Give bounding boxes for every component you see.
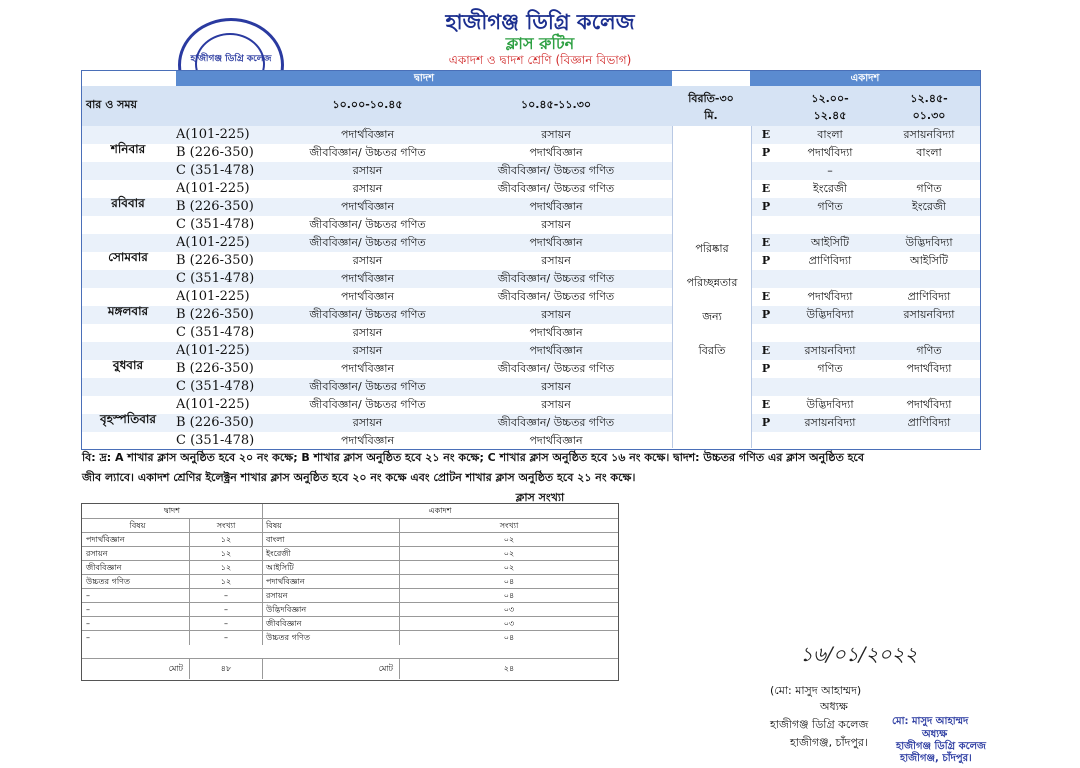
slot-2-subject: জীববিজ্ঞান/ উচ্চতর গণিত	[497, 164, 615, 177]
count-total-row	[82, 658, 618, 679]
count-value-hsc1: ০২	[503, 563, 515, 572]
time-slot-4a: ১২.৪৫-	[910, 92, 948, 105]
count-total-label-1: মোট	[82, 659, 190, 679]
slot-4-subject: রসায়নবিদ্যা	[903, 308, 955, 321]
routine-title: ক্লাস রুটিন	[505, 34, 575, 53]
slot-3-subject: –	[827, 164, 833, 177]
routine-table	[81, 70, 981, 450]
seal-text: হাজীগঞ্জ ডিগ্রি কলেজ	[190, 54, 272, 64]
slot-4-subject: ইংরেজী	[912, 200, 946, 213]
count-value-hsc1: ০৪	[503, 591, 515, 600]
routine-row	[82, 144, 980, 162]
section-range: B (226-350)	[176, 307, 254, 322]
day-sunday: রবিবার	[111, 196, 145, 210]
slot-3-subject: গণিত	[817, 200, 843, 213]
routine-row	[82, 414, 980, 432]
slot-3-subject	[782, 216, 878, 234]
count-subject-hsc2: –	[82, 631, 190, 645]
count-row	[82, 630, 618, 645]
branch-code: E	[761, 128, 771, 141]
slot-2-subject: জীববিজ্ঞান/ উচ্চতর গণিত	[497, 362, 615, 375]
handwritten-signature: ১৬/০১/২০২২	[800, 642, 918, 666]
count-value-hsc1: ০৪	[503, 577, 515, 586]
principal-name: (মো: মাসুদ আহাম্মদ)	[770, 684, 862, 697]
slot-3-subject: প্রাণিবিদ্যা	[808, 254, 852, 267]
slot-2-subject: পদার্থবিজ্ঞান	[529, 146, 583, 159]
stamp-place: হাজীগঞ্জ, চাঁদপুর।	[900, 753, 972, 764]
count-group-row	[82, 504, 618, 518]
branch-code	[750, 432, 782, 450]
branch-code: P	[761, 308, 771, 321]
count-value-hsc1: ০৩	[503, 619, 515, 628]
routine-row	[82, 198, 980, 216]
count-total-label-2: মোট	[262, 659, 400, 679]
slot-2-subject: পদার্থবিজ্ঞান	[529, 344, 583, 357]
slot-4-subject: প্রাণিবিদ্যা	[907, 290, 951, 303]
count-subject-hsc1: উদ্ভিদবিজ্ঞান	[262, 603, 400, 617]
routine-row	[82, 126, 980, 144]
slot-4-subject	[878, 162, 980, 180]
time-slot-3a: ১২.০০-	[811, 92, 849, 105]
count-subject-hsc2: রসায়ন	[82, 547, 190, 561]
count-h-count-2: সংখ্যা	[499, 521, 519, 530]
slot-1-subject: জীববিজ্ঞান/ উচ্চতর গণিত	[309, 380, 426, 393]
note-line-1: বি: দ্র: A শাখার ক্লাস অনুষ্ঠিত হবে ২০ নং কক্ষে; B শাখার ক্লাস অনুষ্ঠিত হবে ২১ নং কক্ষে; C শাখার ক্লাস অনুষ্ঠিত হবে ১৬ নং কক্ষে। দ্বাদশ: উচ্চতর গণিত এর ক্লাস অনুষ্ঠিত হবে	[82, 451, 864, 464]
routine-row	[82, 252, 980, 270]
slot-4-subject	[878, 216, 980, 234]
slot-3-subject: রসায়নবিদ্যা	[804, 344, 856, 357]
slot-4-subject: পদার্থবিদ্যা	[906, 398, 952, 411]
count-row	[82, 588, 618, 603]
count-value-hsc2: ১২	[190, 533, 263, 547]
routine-row	[82, 306, 980, 324]
section-range: A(101-225)	[176, 343, 250, 358]
count-total-hsc2: ৪৮	[190, 659, 263, 679]
slot-4-subject: পদার্থবিদ্যা	[906, 362, 952, 375]
slot-1-subject: রসায়ন	[352, 416, 383, 429]
slot-2-subject: পদার্থবিজ্ঞান	[529, 200, 583, 213]
count-value-hsc1: ০২	[503, 535, 515, 544]
slot-4-subject: বাংলা	[916, 146, 942, 159]
count-h-count-1: সংখ্যা	[190, 519, 263, 533]
branch-code	[750, 270, 782, 288]
break-header-2: মি.	[704, 109, 718, 122]
slot-3-subject: রসায়নবিদ্যা	[804, 416, 856, 429]
slot-2-subject: জীববিজ্ঞান/ উচ্চতর গণিত	[497, 272, 615, 285]
slot-2-subject: রসায়ন	[541, 380, 571, 393]
slot-1-subject: রসায়ন	[352, 254, 383, 267]
branch-code: P	[761, 362, 771, 375]
count-group-hsc1: একাদশ	[428, 506, 452, 515]
branch-code: E	[761, 290, 771, 303]
slot-3-subject: উদ্ভিদবিদ্যা	[806, 398, 854, 411]
branch-code	[750, 216, 782, 234]
count-subject-hsc2: পদার্থবিজ্ঞান	[82, 533, 190, 547]
count-header-row	[82, 518, 618, 533]
count-subject-hsc1: রসায়ন	[262, 589, 400, 603]
branch-code: P	[761, 200, 771, 213]
slot-2-subject: রসায়ন	[541, 128, 571, 141]
count-value-hsc2: –	[190, 603, 263, 617]
routine-row	[82, 432, 980, 450]
section-range: C (351-478)	[176, 163, 255, 178]
slot-3-subject	[782, 432, 878, 450]
slot-3-subject: পদার্থবিদ্যা	[807, 290, 853, 303]
slot-4-subject: আইসিটি	[909, 254, 949, 267]
slot-1-subject: রসায়ন	[352, 182, 383, 195]
slot-4-subject	[878, 270, 980, 288]
slot-3-subject	[782, 270, 878, 288]
branch-code	[750, 324, 782, 342]
stamp-title: অধ্যক্ষ	[922, 729, 948, 740]
slot-2-subject: জীববিজ্ঞান/ উচ্চতর গণিত	[497, 416, 615, 429]
routine-row	[82, 360, 980, 378]
section-range: A(101-225)	[176, 181, 250, 196]
count-h-subject-2: বিষয়	[262, 519, 400, 533]
break-column	[672, 126, 752, 448]
slot-4-subject	[878, 432, 980, 450]
college-title: হাজীগঞ্জ ডিগ্রি কলেজ	[445, 10, 635, 34]
slot-1-subject: পদার্থবিজ্ঞান	[340, 434, 395, 447]
slot-4-subject: গণিত	[916, 182, 942, 195]
time-header-row	[82, 86, 980, 126]
stamp-college: হাজীগঞ্জ ডিগ্রি কলেজ	[896, 741, 987, 752]
section-range: A(101-225)	[176, 235, 250, 250]
time-slot-2: ১০.৪৫-১১.৩০	[520, 98, 592, 111]
break-line-1: পরিষ্কার	[695, 242, 729, 255]
slot-4-subject: গণিত	[916, 344, 942, 357]
routine-row	[82, 324, 980, 342]
count-subject-hsc1: আইসিটি	[262, 561, 400, 575]
time-slot-4b: ০১.৩০	[912, 109, 946, 122]
principal-place: হাজীগঞ্জ, চাঁদপুর।	[790, 736, 868, 749]
routine-row	[82, 342, 980, 360]
section-range: C (351-478)	[176, 325, 255, 340]
count-value-hsc1: ০২	[503, 549, 515, 558]
slot-2-subject: জীববিজ্ঞান/ উচ্চতর গণিত	[497, 182, 615, 195]
count-value-hsc2: ১২	[190, 575, 263, 589]
count-value-hsc1: ০৩	[503, 605, 515, 614]
count-subject-hsc2: জীববিজ্ঞান	[82, 561, 190, 575]
section-range: A(101-225)	[176, 397, 250, 412]
routine-row	[82, 396, 980, 414]
routine-row	[82, 180, 980, 198]
day-tuesday: মঙ্গলবার	[107, 304, 149, 318]
slot-2-subject: রসায়ন	[541, 398, 571, 411]
slot-2-subject: পদার্থবিজ্ঞান	[529, 434, 583, 447]
count-subject-hsc2: –	[82, 589, 190, 603]
section-range: B (226-350)	[176, 145, 254, 160]
count-value-hsc2: –	[190, 617, 263, 631]
count-subject-hsc2: উচ্চতর গণিত	[82, 575, 190, 589]
slot-3-subject: বাংলা	[817, 128, 843, 141]
slot-3-subject: ইংরেজী	[813, 182, 847, 195]
routine-row	[82, 378, 980, 396]
section-range: B (226-350)	[176, 199, 254, 214]
slot-2-subject: রসায়ন	[541, 308, 571, 321]
section-range: A(101-225)	[176, 127, 250, 142]
count-subject-hsc1: ইংরেজী	[262, 547, 400, 561]
branch-code: P	[761, 254, 771, 267]
section-range: B (226-350)	[176, 253, 254, 268]
day-wednesday: বুধবার	[112, 358, 144, 372]
count-subject-hsc2: –	[82, 603, 190, 617]
count-subject-hsc1: পদার্থবিজ্ঞান	[262, 575, 400, 589]
branch-code: E	[761, 344, 771, 357]
slot-3-subject: উদ্ভিদবিদ্যা	[806, 308, 854, 321]
slot-4-subject: রসায়নবিদ্যা	[903, 128, 955, 141]
section-range: C (351-478)	[176, 217, 255, 232]
break-line-4: বিরতি	[698, 344, 726, 357]
slot-2-subject: রসায়ন	[541, 218, 571, 231]
count-value-hsc1: ০৪	[503, 633, 515, 642]
day-saturday: শনিবার	[110, 142, 146, 156]
count-total-hsc1: ২৪	[503, 664, 515, 673]
break-header-1: বিরতি-৩০	[688, 92, 734, 105]
slot-3-subject	[782, 378, 878, 396]
count-subject-hsc2: –	[82, 617, 190, 631]
count-value-hsc2: ১২	[190, 561, 263, 575]
count-value-hsc2: ১২	[190, 547, 263, 561]
slot-2-subject: পদার্থবিজ্ঞান	[529, 236, 583, 249]
stamp-name: মো: মাসুদ আহাম্মদ	[892, 716, 969, 727]
group-header-hsc2: দ্বাদশ	[176, 71, 672, 86]
slot-4-subject	[878, 378, 980, 396]
class-count-table	[81, 503, 619, 681]
count-subject-hsc1: বাংলা	[262, 533, 400, 547]
routine-row	[82, 216, 980, 234]
break-line-3: জন্য	[702, 310, 722, 323]
count-row	[82, 546, 618, 561]
branch-code: P	[761, 416, 771, 429]
day-monday: সোমবার	[108, 250, 148, 264]
section-range: B (226-350)	[176, 415, 254, 430]
slot-3-subject	[782, 324, 878, 342]
count-subject-hsc1: জীববিজ্ঞান	[262, 617, 400, 631]
branch-code	[750, 378, 782, 396]
section-range: C (351-478)	[176, 379, 255, 394]
time-slot-3b: ১২.৪৫	[813, 109, 847, 122]
slot-1-subject: পদার্থবিজ্ঞান	[340, 362, 395, 375]
routine-row	[82, 270, 980, 288]
slot-3-subject: গণিত	[817, 362, 843, 375]
section-range: C (351-478)	[176, 433, 255, 448]
branch-code: E	[761, 182, 771, 195]
slot-1-subject: জীববিজ্ঞান/ উচ্চতর গণিত	[309, 308, 426, 321]
slot-2-subject: পদার্থবিজ্ঞান	[529, 326, 583, 339]
note-line-2: জীব ল্যাবে। একাদশ শ্রেণির ইলেক্ট্রন শাখার ক্লাস অনুষ্ঠিত হবে ২০ নং কক্ষে এবং প্রোটন শাখার ক্লাস অনুষ্ঠিত হবে ২১ নং কক্ষে।	[82, 471, 636, 484]
day-thursday: বৃহস্পতিবার	[100, 412, 156, 426]
slot-1-subject: জীববিজ্ঞান/ উচ্চতর গণিত	[309, 236, 426, 249]
count-subject-hsc1: উচ্চতর গণিত	[262, 631, 400, 645]
section-range: B (226-350)	[176, 361, 254, 376]
count-group-hsc2: দ্বাদশ	[82, 504, 263, 518]
principal-title: অধ্যক্ষ	[820, 700, 848, 713]
time-slot-1: ১০.০০-১০.৪৫	[332, 98, 403, 111]
slot-1-subject: জীববিজ্ঞান/ উচ্চতর গণিত	[309, 146, 426, 159]
slot-1-subject: রসায়ন	[352, 326, 383, 339]
principal-college: হাজীগঞ্জ ডিগ্রি কলেজ	[770, 718, 869, 731]
slot-2-subject: রসায়ন	[541, 254, 571, 267]
count-row	[82, 616, 618, 631]
count-value-hsc2: –	[190, 589, 263, 603]
slot-2-subject: জীববিজ্ঞান/ উচ্চতর গণিত	[497, 290, 615, 303]
slot-4-subject	[878, 324, 980, 342]
slot-1-subject: জীববিজ্ঞান/ উচ্চতর গণিত	[309, 218, 426, 231]
routine-row	[82, 234, 980, 252]
slot-1-subject: জীববিজ্ঞান/ উচ্চতর গণিত	[309, 398, 426, 411]
slot-1-subject: পদার্থবিজ্ঞান	[340, 128, 395, 141]
routine-row	[82, 288, 980, 306]
day-time-header: বার ও সময়	[86, 98, 137, 111]
count-value-hsc2: –	[190, 631, 263, 645]
slot-4-subject: প্রাণিবিদ্যা	[907, 416, 951, 429]
slot-3-subject: পদার্থবিদ্যা	[807, 146, 853, 159]
count-row	[82, 602, 618, 617]
slot-1-subject: পদার্থবিজ্ঞান	[340, 290, 395, 303]
group-header-hsc1: একাদশ	[750, 71, 980, 86]
slot-1-subject: রসায়ন	[352, 344, 383, 357]
count-row	[82, 574, 618, 589]
count-row	[82, 560, 618, 575]
routine-subtitle: একাদশ ও দ্বাদশ শ্রেণি (বিজ্ঞান বিভাগ)	[448, 53, 632, 67]
section-range: A(101-225)	[176, 289, 250, 304]
routine-row	[82, 162, 980, 180]
slot-3-subject: আইসিটি	[810, 236, 850, 249]
section-range: C (351-478)	[176, 271, 255, 286]
slot-1-subject: পদার্থবিজ্ঞান	[340, 272, 395, 285]
branch-code	[750, 162, 782, 180]
slot-4-subject: উদ্ভিদবিদ্যা	[905, 236, 953, 249]
branch-code: E	[761, 236, 771, 249]
slot-1-subject: রসায়ন	[352, 164, 383, 177]
count-title: ক্লাস সংখ্যা	[515, 491, 565, 504]
branch-code: P	[761, 146, 771, 159]
count-row	[82, 532, 618, 547]
branch-code: E	[761, 398, 771, 411]
count-h-subject-1: বিষয়	[82, 519, 190, 533]
break-line-2: পরিচ্ছন্নতার	[686, 276, 738, 289]
slot-1-subject: পদার্থবিজ্ঞান	[340, 200, 395, 213]
